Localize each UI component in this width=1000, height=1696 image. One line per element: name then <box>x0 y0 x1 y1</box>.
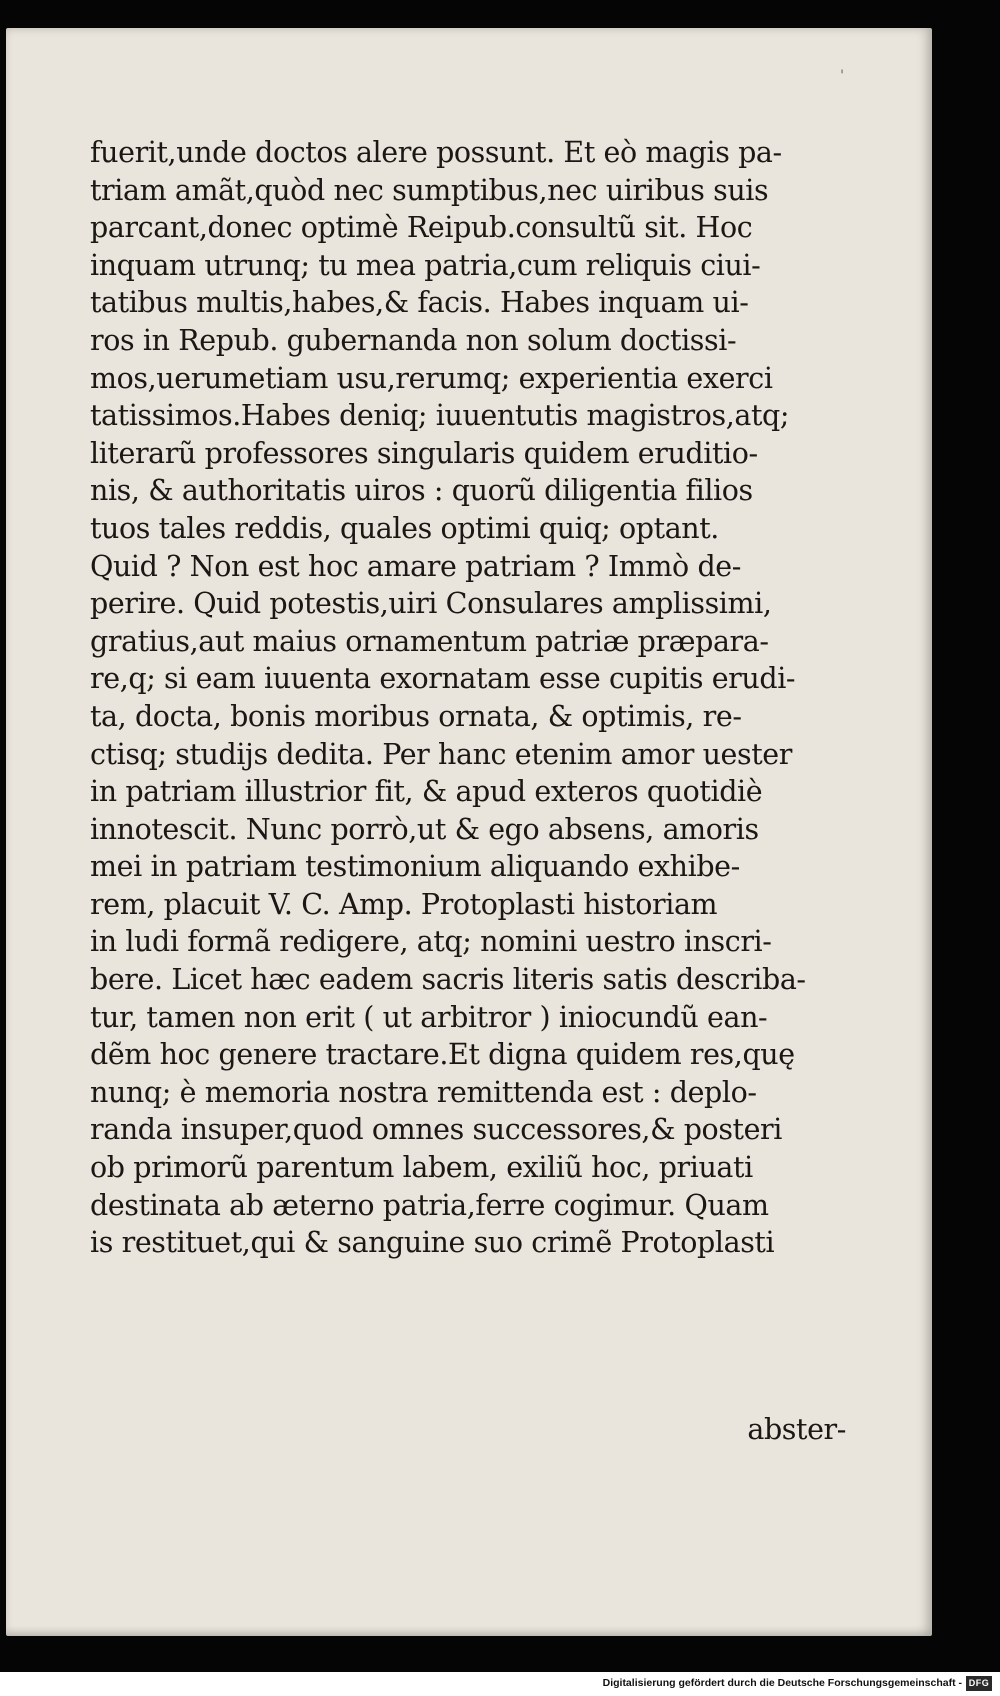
text-line: nunq; è memoria nostra remittenda est : deplo- <box>90 1075 757 1109</box>
text-line: mos,uerumetiam usu,rerumq; experientia exerci <box>90 361 773 395</box>
text-line: re,q; si eam iuuenta exornatam esse cupitis erudi- <box>90 662 796 696</box>
text-line: nis, & authoritatis uiros : quorũ diligentia filios <box>90 474 753 508</box>
funding-credit: Digitalisierung gefördert durch die Deutsche Forschungsgemeinschaft - <box>602 1677 962 1689</box>
text-line: is restituet,qui & sanguine suo crimẽ Protoplasti <box>90 1226 775 1260</box>
text-line: tatissimos.Habes deniq; iuuentutis magistros,atq; <box>90 399 790 433</box>
text-line: perire. Quid potestis,uiri Consulares amplissimi, <box>90 587 772 621</box>
text-line: literarũ professores singularis quidem eruditio- <box>90 436 758 470</box>
text-line: fuerit,unde doctos alere possunt. Et eò magis pa- <box>90 136 782 169</box>
footer-bar <box>0 1672 1000 1696</box>
catchword: abster- <box>747 1413 846 1446</box>
text-line: triam amãt,quòd nec sumptibus,nec uiribus suis <box>90 173 769 207</box>
text-line: tuos tales reddis, quales optimi quiq; optant. <box>90 511 719 545</box>
text-line: randa insuper,quod omnes successores,& posteri <box>90 1113 782 1147</box>
text-line: in ludi formã redigere, atq; nomini uestro inscri- <box>90 925 772 959</box>
text-line: tatibus multis,habes,& facis. Habes inquam ui- <box>90 286 749 320</box>
text-line: destinata ab æterno patria,ferre cogimur. Quam <box>90 1188 769 1222</box>
text-line: bere. Licet hæc eadem sacris literis satis describa- <box>90 963 806 997</box>
text-line: in patriam illustrior fit, & apud exteros quotidiè <box>90 775 763 809</box>
page-text <box>90 134 890 1262</box>
text-line: ros in Repub. gubernanda non solum doctissi- <box>90 323 737 357</box>
text-line: tur, tamen non erit ( ut arbitror ) iniocundũ ean- <box>90 1000 768 1034</box>
text-line: dẽm hoc genere tractare.Et digna quidem res,quę <box>90 1038 795 1072</box>
text-line: ta, docta, bonis moribus ornata, & optimis, re- <box>90 699 742 733</box>
book-page <box>6 28 932 1636</box>
text-line: mei in patriam testimonium aliquando exhibe- <box>90 850 740 884</box>
text-line: rem, placuit V. C. Amp. Protoplasti historiam <box>90 887 718 921</box>
page-mark: ' <box>840 68 844 84</box>
dfg-logo-icon: DFG <box>966 1676 992 1691</box>
text-line: parcant,donec optimè Reipub.consultũ sit. Hoc <box>90 211 753 245</box>
text-line: innotescit. Nunc porrò,ut & ego absens, amoris <box>90 812 759 846</box>
text-line: gratius,aut maius ornamentum patriæ præpara- <box>90 624 769 658</box>
text-line: inquam utrunq; tu mea patria,cum reliquis ciui- <box>90 248 761 282</box>
text-line: Quid ? Non est hoc amare patriam ? Immò de- <box>90 549 741 583</box>
text-line: ctisq; studijs dedita. Per hanc etenim amor uester <box>90 737 792 771</box>
text-line: ob primorũ parentum labem, exiliũ hoc, priuati <box>90 1151 753 1185</box>
